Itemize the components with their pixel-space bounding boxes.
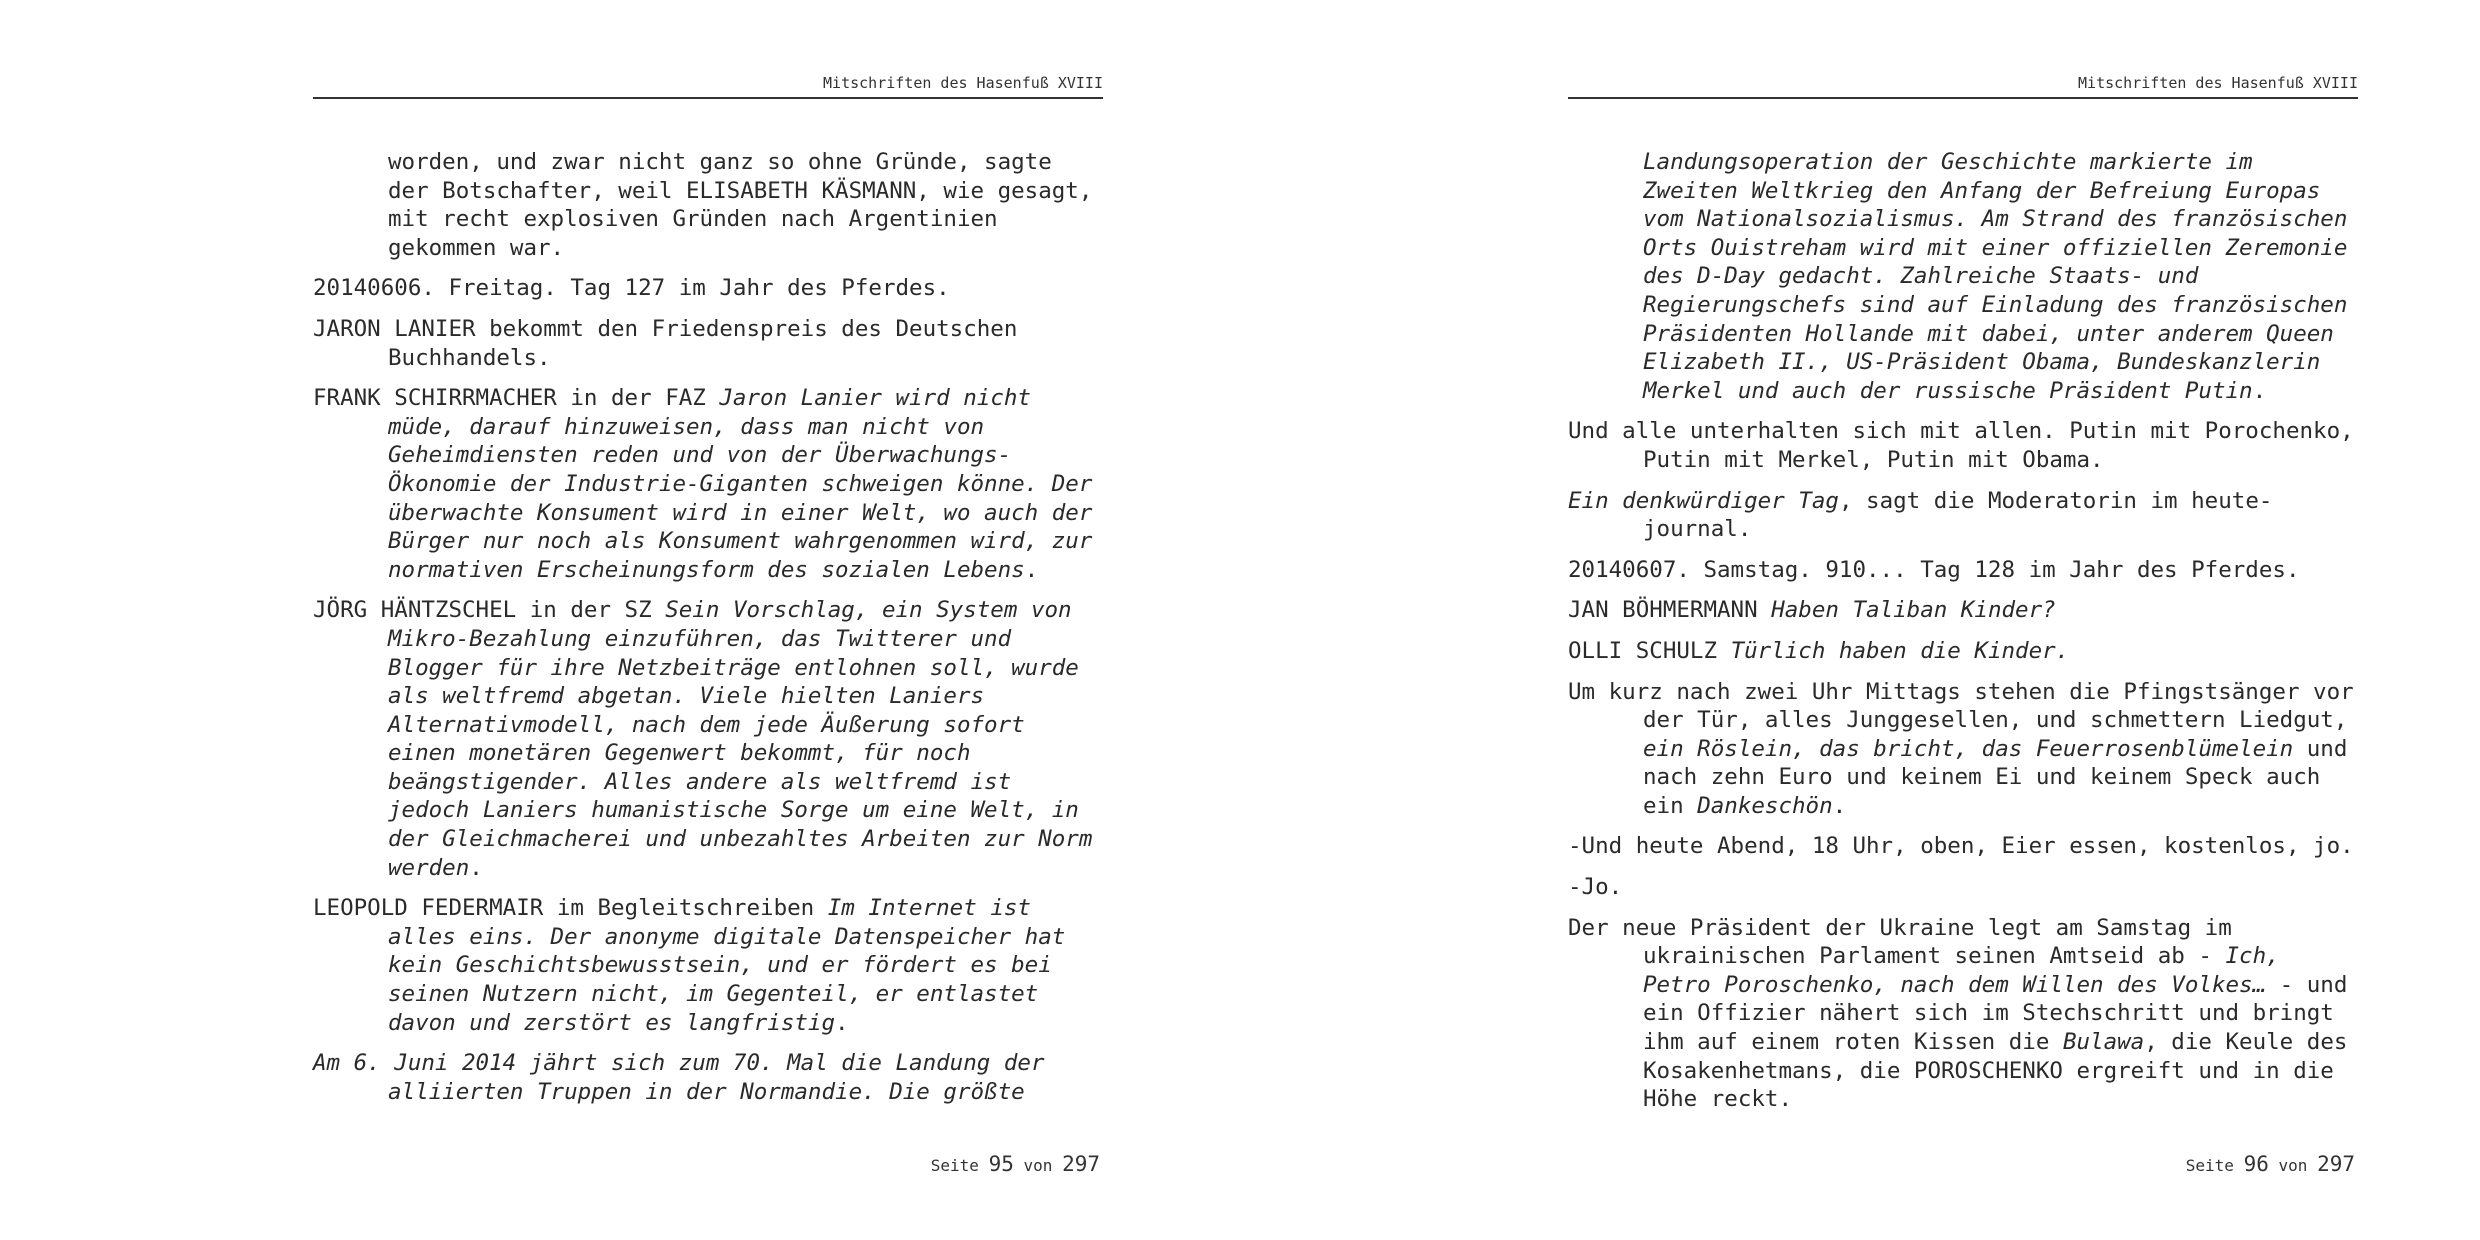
paragraph — [1568, 678, 2358, 821]
text-run: 20140607. Samstag. 910... Tag 128 im Jahr des Pferdes. — [1568, 556, 2300, 583]
paragraph — [1568, 596, 2358, 625]
paragraph — [313, 315, 1103, 372]
text-run: worden, und zwar nicht ganz so ohne Gründe, sagte der Botschafter, weil ELISABETH KÄSMANN, wie gesagt, mit recht explosiven Gründen nach Argentinien gekommen war. — [388, 149, 1093, 261]
paragraph — [1568, 873, 2358, 902]
paragraph — [1568, 487, 2358, 544]
paragraph — [313, 1049, 1103, 1106]
paragraph — [1568, 914, 2358, 1114]
header-rule — [313, 97, 1103, 99]
page-total: 297 — [2317, 1152, 2355, 1176]
text-run: Der neue Präsident der Ukraine legt am Samstag im ukrainischen Parlament seinen Amtseid ab - — [1568, 914, 2232, 970]
text-run: LEOPOLD FEDERMAIR im Begleitschreiben — [313, 895, 828, 922]
text-run: . — [1024, 556, 1039, 583]
italic-text-run: Dankeschön — [1697, 792, 1833, 819]
italic-text-run: Haben Taliban Kinder? — [1771, 597, 2056, 624]
text-run: . — [469, 854, 483, 881]
page-number: 96 — [2243, 1152, 2269, 1176]
text-run: FRANK SCHIRRMACHER in der FAZ — [313, 385, 720, 412]
paragraph — [313, 596, 1103, 882]
page-footer — [931, 1152, 1100, 1176]
italic-text-run: Türlich haben die Kinder. — [1730, 637, 2070, 664]
text-run: Um kurz nach zwei Uhr Mittags stehen die Pfingstsänger vor der Tür, alles Junggesellen, und schmettern Liedgut, — [1568, 678, 2354, 734]
text-run: 20140606. Freitag. Tag 127 im Jahr des Pferdes. — [313, 275, 950, 302]
italic-text-run: ein Röslein, das bricht, das Feuerrosenblümelein — [1643, 735, 2294, 762]
running-header: Mitschriften des Hasenfuß XVIII — [823, 74, 1103, 92]
paragraph — [313, 384, 1103, 584]
text-run: . — [1832, 792, 1847, 819]
footer-prefix: Seite — [930, 1156, 979, 1175]
text-run: JÖRG HÄNTZSCHEL in der SZ — [313, 597, 666, 624]
page-body — [313, 148, 1103, 1118]
italic-text-run: Am 6. Juni 2014 jährt sich zum 70. Mal die Landung der alliierten Truppen in der Normandie. Die größte — [313, 1050, 1045, 1105]
paragraph — [313, 894, 1103, 1037]
text-run: . — [835, 1009, 849, 1036]
italic-text-run: Jaron Lanier wird nicht müde, darauf hinzuweisen, dass man nicht von Geheimdiensten reden und von der Überwachungs-Ökonomie der Industrie-Giganten schweigen könne. Der überwachte Konsument wird in einer Welt, wo auch der Bürger nur noch als Konsument wahrgenommen wird, zur normativen Erscheinungsform des sozialen Lebens — [388, 385, 1093, 583]
text-run: Und alle unterhalten sich mit allen. Putin mit Porochenko, Putin mit Merkel, Putin mit Obama. — [1568, 418, 2354, 473]
text-run: OLLI SCHULZ — [1568, 637, 1731, 664]
text-run: . — [2252, 377, 2267, 404]
page-footer — [2186, 1152, 2355, 1176]
paragraph — [1568, 417, 2358, 474]
text-run: JARON LANIER bekommt den Friedenspreis des Deutschen Buchhandels. — [313, 315, 1018, 371]
footer-separator: von — [2278, 1156, 2308, 1175]
footer-separator: von — [1023, 1156, 1053, 1175]
running-header: Mitschriften des Hasenfuß XVIII — [2078, 74, 2358, 92]
text-run: JAN BÖHMERMANN — [1568, 597, 1772, 624]
text-run: -Jo. — [1568, 874, 1623, 901]
paragraph — [313, 148, 1103, 262]
footer-prefix: Seite — [2185, 1156, 2234, 1175]
text-run: , sagt die Moderatorin im heute-journal. — [1643, 487, 2273, 543]
italic-text-run: Bulawa — [2062, 1029, 2145, 1056]
italic-text-run: Sein Vorschlag, ein System von Mikro-Bezahlung einzuführen, das Twitterer und Blogger für ihre Netzbeiträge entlohnen soll, wurde als weltfremd abgetan. Viele hielten Laniers Alternativmodell, nach dem jede Äußerung sofort einen monetären Gegenwert bekommt, für noch beängstigender. Alles andere als weltfremd ist jedoch Laniers humanistische Sorge um eine Welt, in der Gleichmacherei und unbezahltes Arbeiten zur Norm werden — [388, 597, 1093, 881]
page-total: 297 — [1062, 1152, 1100, 1176]
paragraph — [1568, 148, 2358, 405]
page-body — [1568, 148, 2358, 1126]
text-run: , die Keule des Kosakenhetmans, die POROSCHENKO ergreift und in die Höhe reckt. — [1643, 1029, 2348, 1113]
italic-text-run: Im Internet ist alles eins. Der anonyme digitale Datenspeicher hat kein Geschichtsbewusstsein, und er fördert es bei seinen Nutzern nicht, im Gegenteil, er entlastet davon und zerstört es langfristig — [388, 895, 1066, 1036]
italic-text-run: Ein denkwürdiger Tag — [1568, 487, 1839, 514]
page-number: 95 — [988, 1152, 1014, 1176]
paragraph — [1568, 637, 2358, 666]
header-rule — [1568, 97, 2358, 99]
right-page — [1568, 0, 2358, 1240]
paragraph — [1568, 832, 2358, 861]
text-run: - und ein Offizier nähert sich im Stechschritt und bringt ihm auf einem roten Kissen die — [1643, 971, 2348, 1056]
text-run: und nach zehn Euro und keinem Ei und keinem Speck auch ein — [1643, 735, 2348, 819]
paragraph — [313, 274, 1103, 303]
italic-text-run: Landungsoperation der Geschichte markierte im Zweiten Weltkrieg den Anfang der Befreiung Europas vom Nationalsozialismus. Am Strand des französischen Orts Ouistreham wird mit einer offiziellen Zeremonie des D-Day gedacht. Zahlreiche Staats- und Regierungschefs sind auf Einladung des französischen Präsidenten Hollande mit dabei, unter anderem Queen Elizabeth II., US-Präsident Obama, Bundeskanzlerin Merkel und auch der russische Präsident Putin — [1643, 149, 2348, 404]
italic-text-run: Ich, Petro Poroschenko, nach dem Willen des Volkes… — [1643, 943, 2280, 998]
left-page — [313, 0, 1103, 1240]
paragraph — [1568, 556, 2358, 585]
text-run: -Und heute Abend, 18 Uhr, oben, Eier essen, kostenlos, jo. — [1568, 833, 2354, 860]
